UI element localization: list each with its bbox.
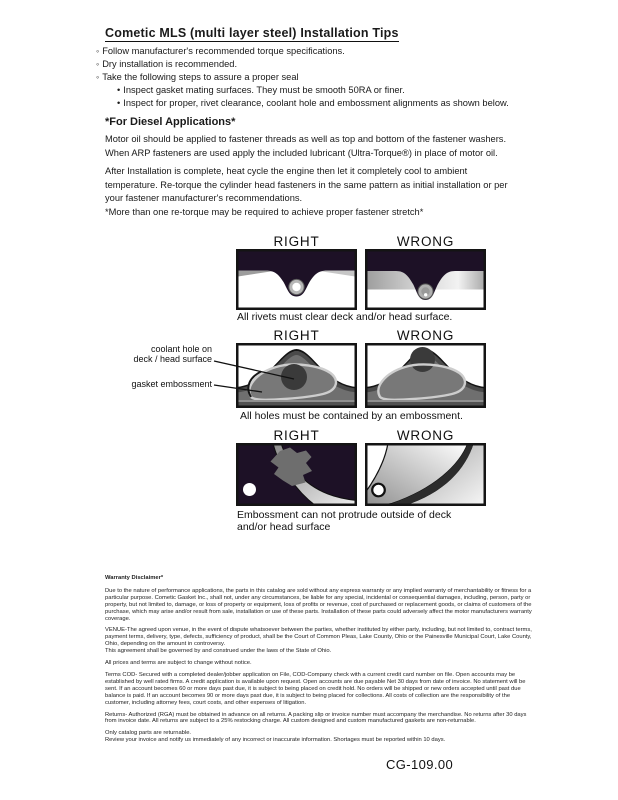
prices-line: All prices and terms are subject to change without notice. [105,660,252,667]
list-item: ◦ Dry installation is recommended. [96,58,345,71]
coolant-hole-icon [281,364,307,390]
coolant-hole-icon [410,347,435,372]
embossment-wrong-diagram [365,343,486,408]
list-item: ◦ Follow manufacturer's recommended torque specifications. [96,45,345,58]
tips-sub-bullet-list [117,84,509,110]
embossment-right-diagram [236,343,357,408]
venue-paragraph: VENUE-The agreed upon venue, in the event of dispute whatsoever between the parties, whether instituted by either party, including, but not limited to, contract terms, payment terms, delivery, type, defects, sufficiency of product, shall be the Court of Common Pleas, Lake County, Ohio or the Painesville Municipal Court, Lake County, Ohio, depending on the amount in controversy. [105,627,532,648]
diesel-section-heading: *For Diesel Applications* [105,116,236,128]
page-number: CG-109.00 [386,757,454,772]
row2-right-label: RIGHT [273,328,320,343]
diesel-paragraph-2: After Installation is complete, heat cycle the engine then let it completely cool to ambient temperature. Re-torque the cylinder head fasteners in the same pattern as initial installation or per your fastener manufacturer's recommendations. [105,166,508,204]
list-item: ◦ Take the following steps to assure a proper seal [96,71,345,84]
returns-paragraph: Returns- Authorized (RGA) must be obtained in advance on all returns. A packing slip or invoice number must accompany the merchandise. No returns after 30 days from invoice date. All returns are subject to a 25% restocking charge. All custom designed and custom manufactured gaskets are non-returnable. [105,711,527,725]
row3-wrong-label: WRONG [396,428,455,443]
list-item: • Inspect for proper, rivet clearance, coolant hole and embossment alignments as shown below. [117,97,509,110]
terms-paragraph: Terms COD- Secured with a completed dealer/jobber application on File, COD-Company check with a current credit card number on file. Open accounts may be established by well rated firms. A credit application is available upon request. Open accounts are due payable Net 30 days from date of invoice. No statement will be sent. If an account becomes 60 or more days past due, it is subject to being placed on credit hold. No orders will be shipped or new orders accepted until past due balance is paid. If an account becomes 90 or more days past due, it is subject to being placed for collections. All costs of collection are the responsibility of the customer, including attorney fees, court costs, and other expenses of litigation. [105,671,526,706]
warranty-paragraph: Due to the nature of performance applications, the parts in this catalog are sold without any express warranty or any implied warranty of merchantability or fitness for a particular purpose. Cometic Gasket Inc., shall not, under any circumstances, be liable for any special, incidental or consequential damages, including, person, party or property, but not limited to, damage, or loss of property or equipment, loss of profits or revenue, cost of purchased or replacement goods, or claims of customers of the purchase, which may arise and/or result from sale, installation or use of these parts. Installation of these parts could adversely affect the motor manufacturers warranty coverage. [105,587,532,622]
list-item: • Inspect gasket mating surfaces. They must be smooth 50RA or finer. [117,84,509,97]
tips-bullet-list [96,45,345,84]
catalog-returnable-line: Only catalog parts are returnable. [105,730,192,737]
bolt-hole-icon [243,483,256,496]
rivet-wrong-diagram [365,249,486,310]
diesel-paragraph-1: Motor oil should be applied to fastener threads as well as top and bottom of the fastener washers. When ARP fasteners are used apply the included lubricant (Ultra-Torque®) in place of motor oil. [105,134,507,158]
bolt-hole-icon [372,484,385,497]
invoice-review-line: Review your invoice and notify us immediately of any incorrect or inaccurate information. Shortages must be reported within 10 days. [105,737,446,744]
deck-edge-wrong-diagram [365,443,486,506]
gasket-embossment-callout: gasket embossment [131,379,212,389]
row3-right-label: RIGHT [273,428,320,443]
retorque-note: *More than one re-torque may be required to achieve proper fastener stretch* [105,207,424,217]
row1-caption: All rivets must clear deck and/or head surface. [237,311,453,323]
row1-right-label: RIGHT [273,234,320,249]
row3-caption: Embossment can not protrude outside of deck and/or head surface [237,509,452,533]
row1-wrong-label: WRONG [396,234,455,249]
row2-wrong-label: WRONG [396,328,455,343]
rivet-right-diagram [236,249,357,310]
row2-caption: All holes must be contained by an embossment. [240,410,463,422]
coolant-hole-callout: coolant hole on deck / head surface [133,344,212,364]
legal-fine-print [105,575,534,749]
page-title: Cometic MLS (multi layer steel) Installation Tips [105,26,399,40]
deck-edge-right-diagram [236,443,357,506]
governing-law-line: This agreement shall be governed by and construed under the laws of the State of Ohio. [105,648,332,655]
warranty-disclaimer-heading: Warranty Disclaimer* [105,575,164,581]
